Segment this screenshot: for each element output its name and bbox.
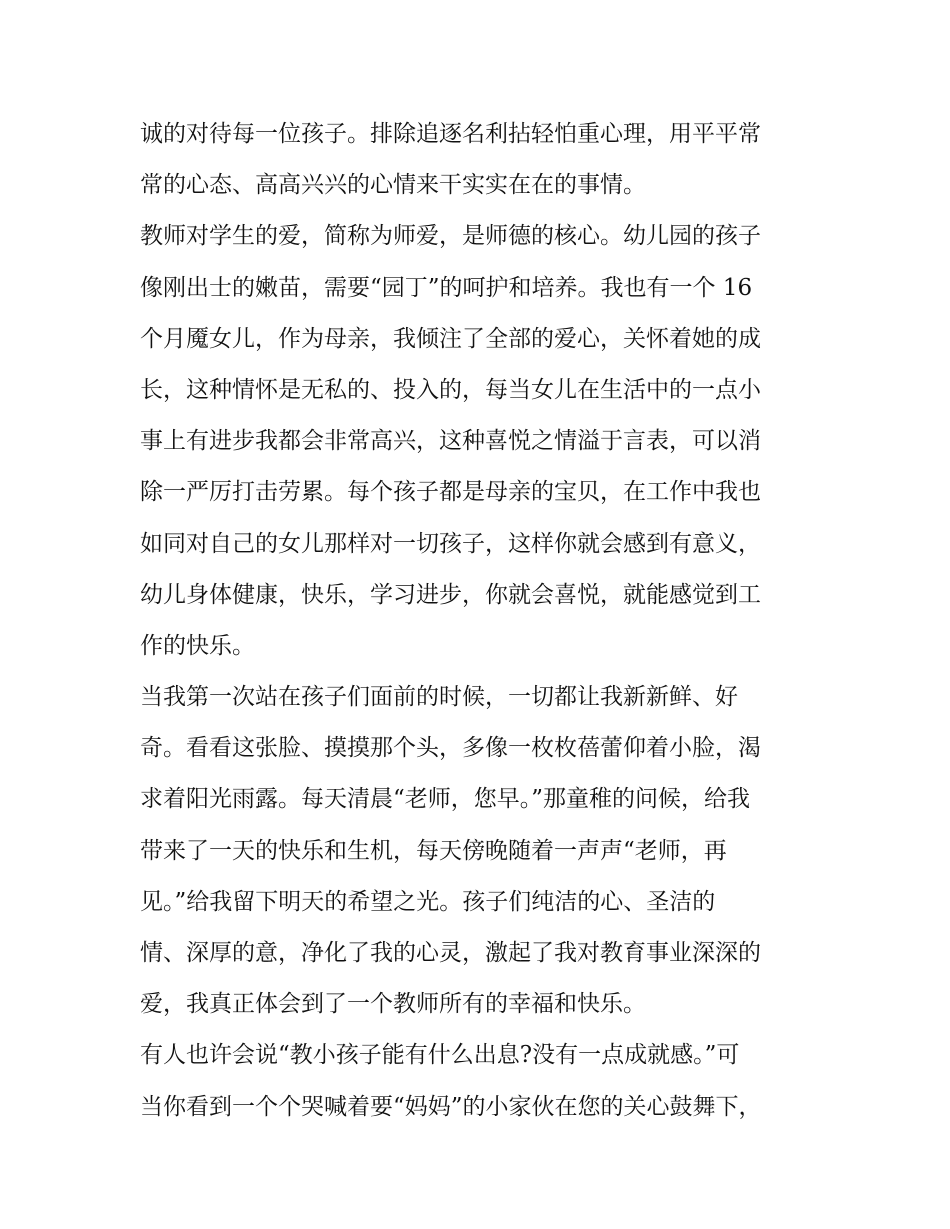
text-line: 像刚出士的嫩苗，需要“园丁”的呵护和培养。我也有一个 16 <box>140 274 753 301</box>
text-line: 除一严厉打击劳累。每个孩子都是母亲的宝贝，在工作中我也 <box>140 479 761 506</box>
text-line: 个月魇女儿，作为母亲，我倾注了全部的爱心，关怀着她的成 <box>140 325 761 352</box>
text-line: 求着阳光雨露。每天清晨“老师，您早。”那童稚的问候，给我 <box>140 786 751 813</box>
text-line: 幼儿身体健康，快乐，学习进步，你就会喜悦，就能感觉到工 <box>140 581 761 608</box>
text-line: 奇。看看这张脸、摸摸那个头，多像一枚枚蓓蕾仰着小脸，渴 <box>140 735 761 762</box>
text-line: 见。”给我留下明天的希望之光。孩子们纯洁的心、圣洁的 <box>140 888 716 915</box>
text-line: 爱，我真正体会到了一个教师所有的幸福和快乐。 <box>140 991 646 1018</box>
text-line: 当你看到一个个哭喊着要“妈妈”的小家伙在您的关心鼓舞下， <box>140 1093 762 1120</box>
text-line: 有人也许会说“教小孩子能有什么出息?没有一点成就感。”可 <box>140 1042 740 1069</box>
text-line: 作的快乐。 <box>140 632 255 659</box>
text-line: 情、深厚的意，净化了我的心灵，激起了我对教育事业深深的 <box>140 940 761 966</box>
text-line: 教师对学生的爱，简称为师爱，是师德的核心。幼儿园的孩子 <box>140 223 761 250</box>
text-line: 事上有进步我都会非常高兴，这种喜悦之情溢于言表，可以消 <box>140 428 761 455</box>
text-line: 如同对自己的女儿那样对一切孩子，这样你就会感到有意义， <box>140 530 761 557</box>
text-line: 常的心态、高高兴兴的心情来干实实在在的事情。 <box>140 172 646 199</box>
text-line: 长，这种情怀是无私的、投入的，每当女儿在生活中的一点小 <box>140 376 761 403</box>
text-line: 带来了一天的快乐和生机，每天傍晚随着一声声“老师，再 <box>140 837 727 864</box>
text-line: 当我第一次站在孩子们面前的时候，一切都让我新新鲜、好 <box>140 684 738 711</box>
text-line: 诚的对待每一位孩子。排除追逐名利拈轻怕重心理，用平平常 <box>140 121 761 147</box>
body-text <box>140 109 830 1133</box>
